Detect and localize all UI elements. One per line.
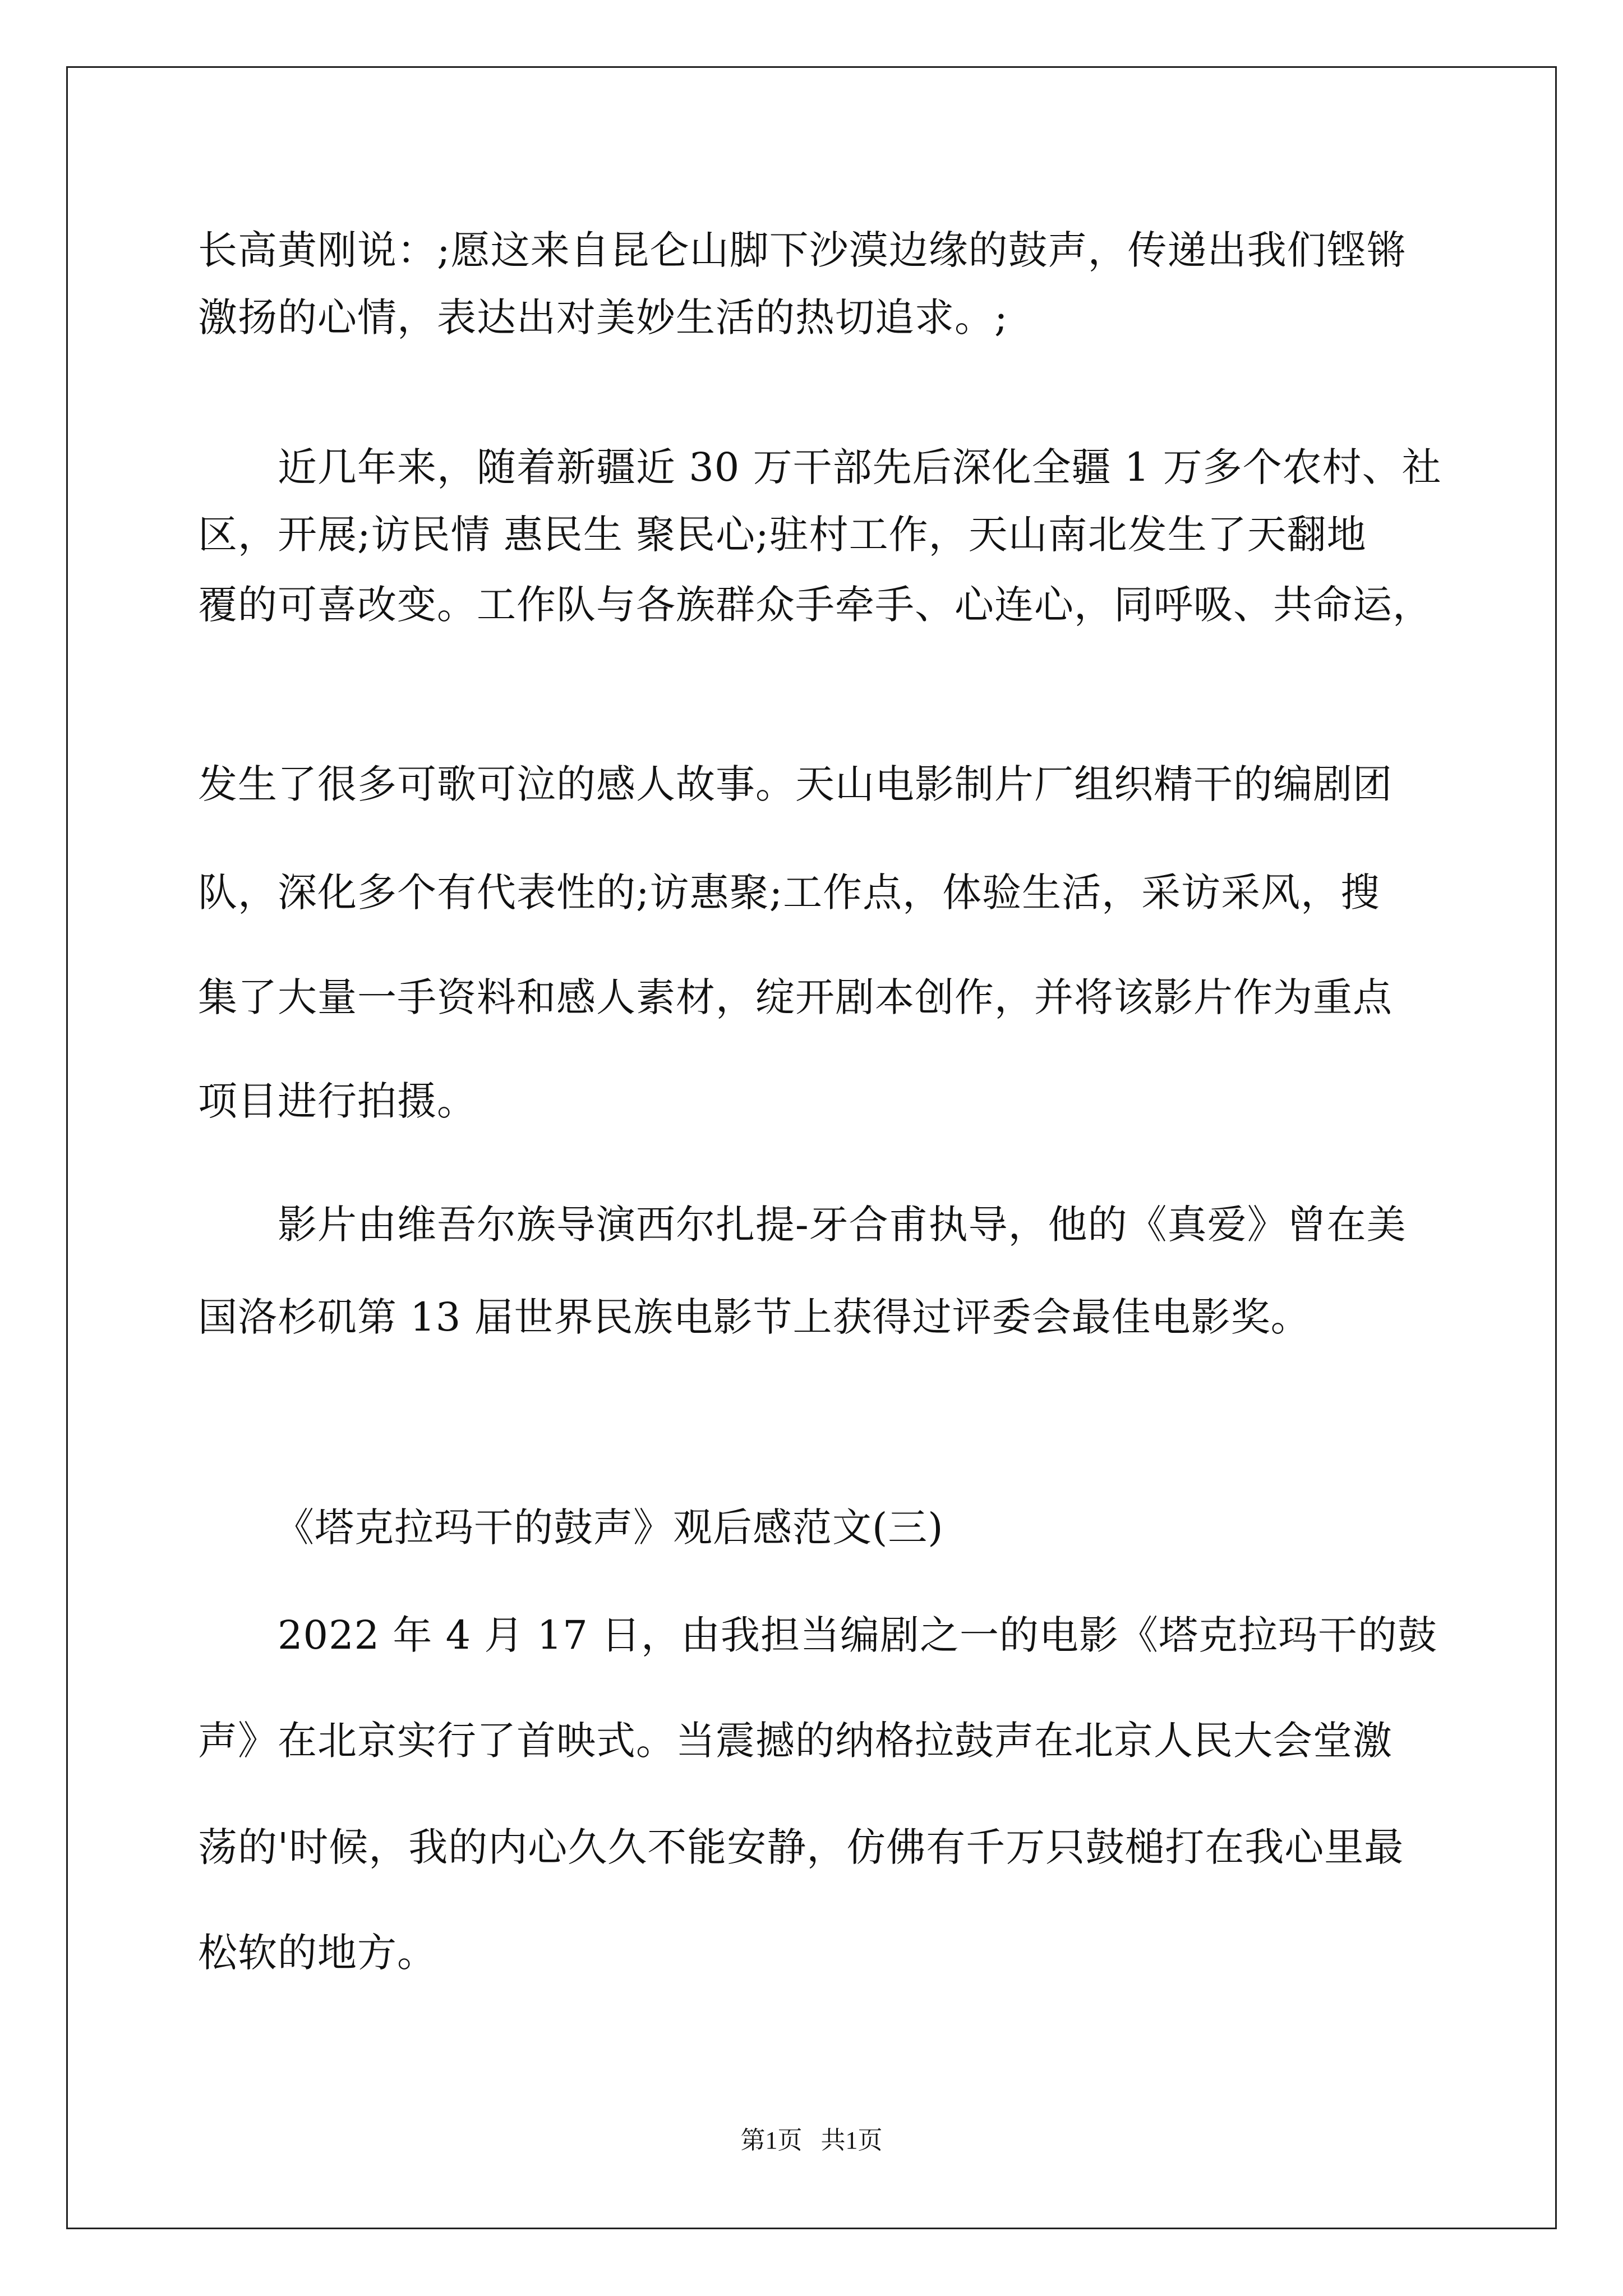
page-border — [66, 66, 1557, 2229]
text-line: 国洛杉矶第 13 届世界民族电影节上获得过评委会最佳电影奖。 — [198, 1294, 1311, 1340]
paragraph-start-line: 影片由维吾尔族导演西尔扎提-牙合甫执导，他的《真爱》曾在美 — [278, 1202, 1407, 1248]
text-line: 荡的'时候，我的内心久久不能安静，仿佛有千万只鼓槌打在我心里最 — [198, 1824, 1404, 1870]
paragraph-start-line: 2022 年 4 月 17 日，由我担当编剧之一的电影《塔克拉玛干的鼓 — [278, 1612, 1438, 1658]
paragraph-start-line: 近几年来，随着新疆近 30 万干部先后深化全疆 1 万多个农村、社 — [278, 444, 1442, 490]
section-heading: 《塔克拉玛干的鼓声》观后感范文(三) — [275, 1504, 944, 1550]
text-line: 集了大量一手资料和感人素材，绽开剧本创作，并将该影片作为重点 — [198, 974, 1393, 1020]
text-line: 覆的可喜改变。工作队与各族群众手牵手、心连心，同呼吸、共命运， — [198, 582, 1432, 628]
text-line: 发生了很多可歌可泣的感人故事。天山电影制片厂组织精干的编剧团 — [198, 761, 1393, 807]
text-line: 声》在北京实行了首映式。当震撼的纳格拉鼓声在北京人民大会堂激 — [198, 1718, 1393, 1764]
text-line: 队，深化多个有代表性的;访惠聚;工作点，体验生活，采访采风，搜 — [198, 869, 1381, 915]
text-line: 激扬的心情，表达出对美妙生活的热切追求。; — [198, 295, 1008, 341]
page-footer: 第1页 共1页 — [740, 2127, 883, 2154]
text-line: 松软的地方。 — [198, 1930, 437, 1976]
text-line: 项目进行拍摄。 — [198, 1078, 477, 1124]
text-line: 长高黄刚说：;愿这来自昆仑山脚下沙漠边缘的鼓声，传递出我们铿锵 — [198, 227, 1407, 273]
text-line: 区，开展;访民情 惠民生 聚民心;驻村工作，天山南北发生了天翻地 — [198, 512, 1367, 558]
